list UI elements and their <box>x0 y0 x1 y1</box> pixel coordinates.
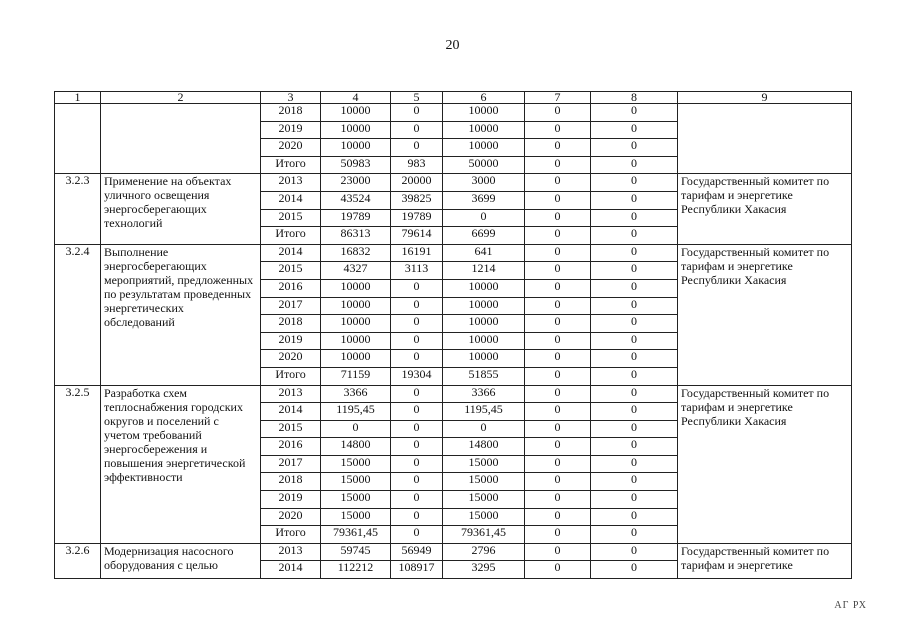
value-cell: 16832 <box>321 244 391 262</box>
value-cell: 0 <box>525 315 591 333</box>
value-cell: 0 <box>591 227 678 245</box>
year-cell: 2016 <box>261 438 321 456</box>
year-cell: 2019 <box>261 491 321 509</box>
value-cell: 0 <box>591 420 678 438</box>
value-cell: 0 <box>591 561 678 579</box>
table-row <box>55 385 852 403</box>
value-cell: 19789 <box>391 209 443 227</box>
year-cell: 2017 <box>261 455 321 473</box>
value-cell: 0 <box>391 403 443 421</box>
table-row <box>55 543 852 561</box>
value-cell: 0 <box>391 332 443 350</box>
year-cell: 2015 <box>261 209 321 227</box>
item-number-cell: 3.2.4 <box>55 244 101 385</box>
value-cell: 10000 <box>443 297 525 315</box>
value-cell: 1195,45 <box>443 403 525 421</box>
header-row <box>55 92 852 104</box>
value-cell: 10000 <box>321 332 391 350</box>
value-cell: 79361,45 <box>321 526 391 544</box>
year-cell: 2014 <box>261 191 321 209</box>
value-cell: 3113 <box>391 262 443 280</box>
value-cell: 0 <box>391 385 443 403</box>
value-cell: 0 <box>591 262 678 280</box>
value-cell: 15000 <box>443 508 525 526</box>
item-name-cell <box>101 104 261 174</box>
value-cell: 3366 <box>321 385 391 403</box>
item-name-cell: Разработка схем теплоснабжения городских округов и поселений с учетом требований энергосбережения и повышения энергетической эффективности <box>101 385 261 543</box>
column-header: 7 <box>525 92 591 104</box>
value-cell: 0 <box>525 526 591 544</box>
value-cell: 0 <box>391 526 443 544</box>
value-cell: 0 <box>591 403 678 421</box>
executor-cell <box>678 104 852 174</box>
value-cell: 3366 <box>443 385 525 403</box>
value-cell: 0 <box>591 315 678 333</box>
value-cell: 10000 <box>443 332 525 350</box>
value-cell: 50983 <box>321 156 391 174</box>
item-name-cell: Выполнение энергосберегающих мероприятий, предложенных по результатам проведенных энергетических обследований <box>101 244 261 385</box>
value-cell: 10000 <box>443 279 525 297</box>
value-cell: 20000 <box>391 174 443 192</box>
year-cell: 2020 <box>261 139 321 157</box>
table-body <box>55 92 852 579</box>
page-number: 20 <box>445 38 460 53</box>
value-cell: 59745 <box>321 543 391 561</box>
value-cell: 0 <box>591 508 678 526</box>
year-cell: 2016 <box>261 279 321 297</box>
value-cell: 0 <box>591 367 678 385</box>
column-header: 1 <box>55 92 101 104</box>
value-cell: 16191 <box>391 244 443 262</box>
value-cell: 0 <box>525 561 591 579</box>
value-cell: 6699 <box>443 227 525 245</box>
program-table <box>54 91 852 579</box>
value-cell: 15000 <box>443 455 525 473</box>
year-cell: 2019 <box>261 121 321 139</box>
year-cell: Итого <box>261 367 321 385</box>
value-cell: 0 <box>591 438 678 456</box>
value-cell: 0 <box>525 332 591 350</box>
value-cell: 0 <box>591 491 678 509</box>
value-cell: 2796 <box>443 543 525 561</box>
year-cell: Итого <box>261 156 321 174</box>
value-cell: 15000 <box>321 473 391 491</box>
value-cell: 10000 <box>321 139 391 157</box>
value-cell: 0 <box>591 350 678 368</box>
item-name-cell: Модернизация насосного оборудования с целью <box>101 543 261 578</box>
value-cell: 0 <box>591 156 678 174</box>
value-cell: 983 <box>391 156 443 174</box>
value-cell: 0 <box>391 279 443 297</box>
value-cell: 0 <box>591 455 678 473</box>
value-cell: 0 <box>525 385 591 403</box>
year-cell: 2014 <box>261 403 321 421</box>
value-cell: 19304 <box>391 367 443 385</box>
value-cell: 0 <box>591 473 678 491</box>
value-cell: 0 <box>525 139 591 157</box>
value-cell: 0 <box>391 104 443 122</box>
table-row <box>55 104 852 122</box>
year-cell: 2019 <box>261 332 321 350</box>
year-cell: 2013 <box>261 385 321 403</box>
value-cell: 0 <box>391 508 443 526</box>
executor-cell: Государственный комитет по тарифам и энергетике <box>678 543 852 578</box>
value-cell: 86313 <box>321 227 391 245</box>
column-header: 6 <box>443 92 525 104</box>
year-cell: 2013 <box>261 543 321 561</box>
value-cell: 0 <box>525 227 591 245</box>
value-cell: 43524 <box>321 191 391 209</box>
value-cell: 0 <box>525 403 591 421</box>
value-cell: 0 <box>525 191 591 209</box>
value-cell: 10000 <box>321 297 391 315</box>
value-cell: 0 <box>525 174 591 192</box>
value-cell: 0 <box>525 350 591 368</box>
year-cell: 2014 <box>261 561 321 579</box>
value-cell: 10000 <box>321 279 391 297</box>
value-cell: 0 <box>443 420 525 438</box>
executor-cell: Государственный комитет по тарифам и энергетике Республики Хакасия <box>678 244 852 385</box>
table-row <box>55 244 852 262</box>
value-cell: 0 <box>321 420 391 438</box>
value-cell: 56949 <box>391 543 443 561</box>
value-cell: 0 <box>391 139 443 157</box>
value-cell: 0 <box>525 455 591 473</box>
footer-mark: АГ РХ <box>834 600 867 611</box>
value-cell: 3295 <box>443 561 525 579</box>
year-cell: 2018 <box>261 104 321 122</box>
item-number-cell: 3.2.3 <box>55 174 101 244</box>
value-cell: 0 <box>525 491 591 509</box>
value-cell: 15000 <box>321 508 391 526</box>
value-cell: 0 <box>391 121 443 139</box>
value-cell: 3000 <box>443 174 525 192</box>
value-cell: 112212 <box>321 561 391 579</box>
year-cell: Итого <box>261 526 321 544</box>
value-cell: 15000 <box>321 491 391 509</box>
year-cell: 2015 <box>261 420 321 438</box>
value-cell: 1195,45 <box>321 403 391 421</box>
value-cell: 10000 <box>321 315 391 333</box>
value-cell: 0 <box>591 121 678 139</box>
value-cell: 0 <box>591 385 678 403</box>
value-cell: 10000 <box>443 350 525 368</box>
value-cell: 15000 <box>443 491 525 509</box>
value-cell: 15000 <box>443 473 525 491</box>
year-cell: Итого <box>261 227 321 245</box>
year-cell: 2014 <box>261 244 321 262</box>
value-cell: 19789 <box>321 209 391 227</box>
value-cell: 0 <box>391 473 443 491</box>
item-name-cell: Применение на объектах уличного освещения энергосберегающих технологий <box>101 174 261 244</box>
value-cell: 10000 <box>443 139 525 157</box>
column-header: 4 <box>321 92 391 104</box>
value-cell: 39825 <box>391 191 443 209</box>
value-cell: 0 <box>591 139 678 157</box>
value-cell: 4327 <box>321 262 391 280</box>
value-cell: 51855 <box>443 367 525 385</box>
value-cell: 0 <box>525 420 591 438</box>
value-cell: 0 <box>525 156 591 174</box>
value-cell: 10000 <box>321 350 391 368</box>
value-cell: 0 <box>525 121 591 139</box>
column-header: 2 <box>101 92 261 104</box>
value-cell: 0 <box>591 297 678 315</box>
value-cell: 0 <box>391 438 443 456</box>
value-cell: 0 <box>591 174 678 192</box>
value-cell: 0 <box>525 543 591 561</box>
year-cell: 2017 <box>261 297 321 315</box>
executor-cell: Государственный комитет по тарифам и энергетике Республики Хакасия <box>678 174 852 244</box>
value-cell: 10000 <box>321 121 391 139</box>
value-cell: 0 <box>525 262 591 280</box>
value-cell: 0 <box>591 332 678 350</box>
year-cell: 2015 <box>261 262 321 280</box>
value-cell: 0 <box>391 491 443 509</box>
value-cell: 14800 <box>443 438 525 456</box>
column-header: 3 <box>261 92 321 104</box>
value-cell: 0 <box>525 438 591 456</box>
value-cell: 0 <box>443 209 525 227</box>
value-cell: 0 <box>525 244 591 262</box>
value-cell: 15000 <box>321 455 391 473</box>
value-cell: 641 <box>443 244 525 262</box>
year-cell: 2013 <box>261 174 321 192</box>
value-cell: 0 <box>525 508 591 526</box>
value-cell: 0 <box>525 104 591 122</box>
item-number-cell <box>55 104 101 174</box>
value-cell: 0 <box>591 209 678 227</box>
value-cell: 23000 <box>321 174 391 192</box>
value-cell: 0 <box>525 367 591 385</box>
value-cell: 0 <box>591 526 678 544</box>
year-cell: 2018 <box>261 473 321 491</box>
value-cell: 50000 <box>443 156 525 174</box>
value-cell: 0 <box>391 455 443 473</box>
item-number-cell: 3.2.5 <box>55 385 101 543</box>
value-cell: 0 <box>525 473 591 491</box>
value-cell: 0 <box>525 279 591 297</box>
value-cell: 10000 <box>443 315 525 333</box>
value-cell: 108917 <box>391 561 443 579</box>
year-cell: 2018 <box>261 315 321 333</box>
value-cell: 14800 <box>321 438 391 456</box>
value-cell: 0 <box>591 104 678 122</box>
value-cell: 0 <box>391 420 443 438</box>
value-cell: 3699 <box>443 191 525 209</box>
value-cell: 10000 <box>321 104 391 122</box>
value-cell: 79614 <box>391 227 443 245</box>
value-cell: 10000 <box>443 104 525 122</box>
value-cell: 0 <box>391 297 443 315</box>
item-number-cell: 3.2.6 <box>55 543 101 578</box>
value-cell: 0 <box>591 191 678 209</box>
value-cell: 0 <box>525 209 591 227</box>
value-cell: 0 <box>391 350 443 368</box>
year-cell: 2020 <box>261 508 321 526</box>
column-header: 5 <box>391 92 443 104</box>
value-cell: 0 <box>525 297 591 315</box>
table-row <box>55 174 852 192</box>
column-header: 9 <box>678 92 852 104</box>
year-cell: 2020 <box>261 350 321 368</box>
value-cell: 0 <box>391 315 443 333</box>
value-cell: 79361,45 <box>443 526 525 544</box>
value-cell: 0 <box>591 543 678 561</box>
value-cell: 0 <box>591 279 678 297</box>
value-cell: 10000 <box>443 121 525 139</box>
value-cell: 0 <box>591 244 678 262</box>
value-cell: 1214 <box>443 262 525 280</box>
executor-cell: Государственный комитет по тарифам и энергетике Республики Хакасия <box>678 385 852 543</box>
column-header: 8 <box>591 92 678 104</box>
value-cell: 71159 <box>321 367 391 385</box>
